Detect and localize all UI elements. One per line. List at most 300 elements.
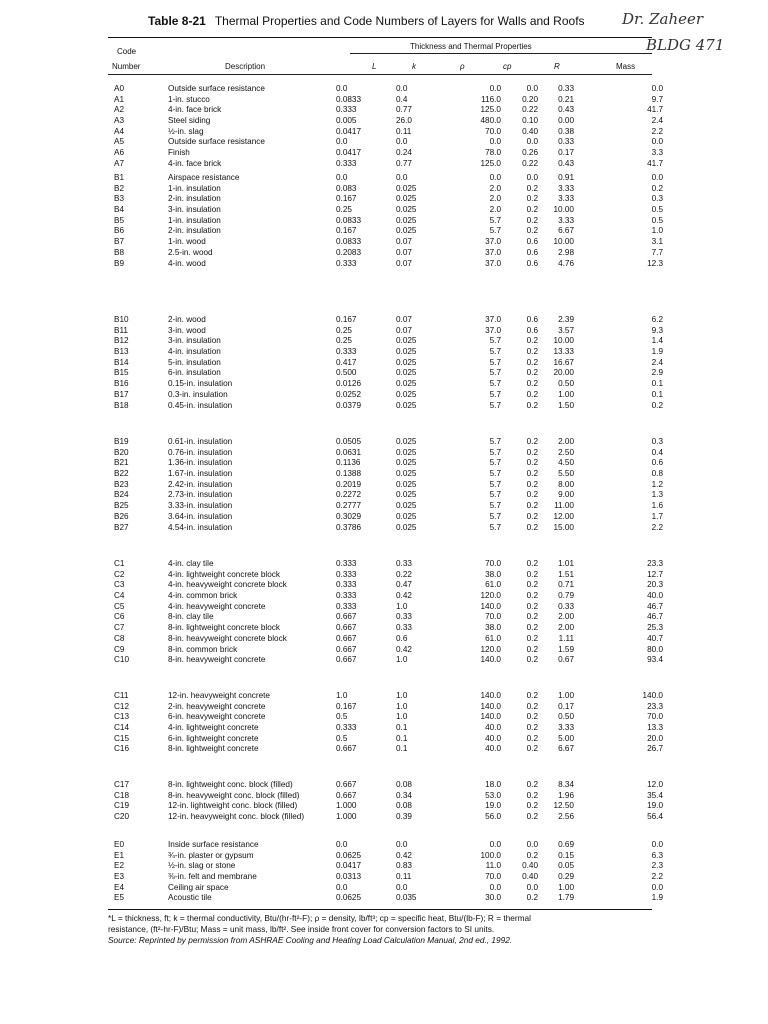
cell-density: 5.7 <box>489 215 501 225</box>
cell-density: 2.0 <box>489 205 501 215</box>
table-group-b1 <box>108 173 668 269</box>
cell-code: C2 <box>114 569 125 579</box>
cell-thickness: 0.667 <box>336 780 357 789</box>
cell-thickness: 0.333 <box>336 601 357 611</box>
cell-code: B6 <box>114 226 125 236</box>
cell-resistance: 5.50 <box>558 469 574 479</box>
cell-density: 116.0 <box>481 94 501 104</box>
header-mass: Mass <box>616 62 636 71</box>
cell-specific-heat: 0.6 <box>526 237 538 247</box>
cell-specific-heat: 0.10 <box>522 116 538 126</box>
cell-thickness: 0.0 <box>336 84 348 93</box>
cell-density: 100.0 <box>480 850 501 860</box>
cell-code: C17 <box>114 780 130 789</box>
cell-density: 2.0 <box>489 183 501 193</box>
handwritten-course: BLDG 471 <box>646 36 725 54</box>
table-row <box>108 861 668 872</box>
cell-mass: 0.0 <box>651 840 663 849</box>
table-row <box>108 780 668 791</box>
table-row <box>108 490 668 501</box>
cell-resistance: 1.00 <box>558 389 574 399</box>
cell-code: B4 <box>114 205 125 215</box>
cell-description: ½-in. slag or stone <box>168 861 236 871</box>
table-row <box>108 893 668 904</box>
cell-thickness: 0.667 <box>336 655 357 665</box>
table-row <box>108 205 668 216</box>
cell-specific-heat: 0.2 <box>526 501 538 511</box>
cell-description: 8-in. lightweight concrete <box>168 744 259 754</box>
cell-density: 40.0 <box>485 733 501 743</box>
header-description: Description <box>225 62 266 71</box>
cell-mass: 46.7 <box>647 612 663 622</box>
cell-specific-heat: 0.40 <box>522 861 538 871</box>
cell-mass: 0.3 <box>651 437 663 446</box>
cell-mass: 0.0 <box>651 84 663 93</box>
cell-description: 1.67-in. insulation <box>168 469 233 479</box>
table-row <box>108 623 668 634</box>
cell-description: 4-in. face brick <box>168 105 222 115</box>
cell-conductivity: 26.0 <box>396 116 412 126</box>
cell-code: C16 <box>114 744 130 754</box>
table-row <box>108 159 668 170</box>
cell-thickness: 0.5 <box>336 712 348 722</box>
cell-mass: 0.8 <box>651 469 663 479</box>
cell-resistance: 0.15 <box>558 850 574 860</box>
cell-resistance: 2.39 <box>558 315 574 324</box>
cell-resistance: 20.00 <box>553 368 574 378</box>
header-L: L <box>372 62 377 71</box>
cell-thickness: 0.667 <box>336 633 357 643</box>
cell-resistance: 0.00 <box>558 116 574 126</box>
cell-mass: 12.3 <box>647 258 663 268</box>
cell-specific-heat: 0.20 <box>522 94 538 104</box>
cell-description: 5-in. insulation <box>168 357 221 367</box>
cell-conductivity: 0.025 <box>396 347 417 357</box>
cell-description: 4.54-in. insulation <box>168 522 233 532</box>
cell-conductivity: 0.1 <box>396 733 408 743</box>
cell-resistance: 1.96 <box>558 790 574 800</box>
cell-density: 18.0 <box>485 780 501 789</box>
cell-conductivity: 0.025 <box>396 447 417 457</box>
cell-thickness: 0.0 <box>336 173 348 182</box>
cell-conductivity: 0.025 <box>396 205 417 215</box>
cell-specific-heat: 0.2 <box>526 801 538 811</box>
cell-mass: 1.7 <box>651 511 663 521</box>
cell-mass: 1.9 <box>651 347 663 357</box>
cell-density: 480.0 <box>480 116 501 126</box>
cell-conductivity: 0.83 <box>396 861 412 871</box>
cell-specific-heat: 0.2 <box>526 790 538 800</box>
cell-mass: 6.3 <box>651 850 663 860</box>
cell-mass: 0.2 <box>651 400 663 410</box>
cell-thickness: 0.0833 <box>336 237 362 247</box>
cell-mass: 35.4 <box>647 790 663 800</box>
table-row <box>108 390 668 401</box>
cell-conductivity: 0.025 <box>396 479 417 489</box>
cell-thickness: 0.3029 <box>336 511 362 521</box>
cell-resistance: 2.50 <box>558 447 574 457</box>
cell-conductivity: 0.42 <box>396 644 412 654</box>
table-row <box>108 458 668 469</box>
cell-specific-heat: 0.40 <box>522 126 538 136</box>
cell-thickness: 0.500 <box>336 368 357 378</box>
cell-description: 4-in. insulation <box>168 347 221 357</box>
cell-mass: 26.7 <box>647 744 663 754</box>
cell-specific-heat: 0.22 <box>522 158 538 168</box>
cell-code: B12 <box>114 336 129 346</box>
cell-thickness: 0.333 <box>336 105 357 115</box>
cell-density: 5.7 <box>489 490 501 500</box>
table-row <box>108 744 668 755</box>
cell-mass: 0.0 <box>651 882 663 892</box>
cell-specific-heat: 0.0 <box>526 84 538 93</box>
cell-thickness: 0.333 <box>336 347 357 357</box>
cell-specific-heat: 0.2 <box>526 655 538 665</box>
cell-thickness: 1.000 <box>336 812 357 822</box>
cell-code: C5 <box>114 601 125 611</box>
cell-description: 1-in. stucco <box>168 94 210 104</box>
cell-mass: 41.7 <box>647 158 663 168</box>
cell-description: Airspace resistance <box>168 173 240 182</box>
table-row <box>108 248 668 259</box>
cell-resistance: 0.29 <box>558 872 574 882</box>
table-row <box>108 712 668 723</box>
footnote <box>108 913 668 946</box>
cell-specific-heat: 0.2 <box>526 226 538 236</box>
cell-code: A4 <box>114 126 125 136</box>
table-row <box>108 237 668 248</box>
cell-resistance: 3.33 <box>558 215 574 225</box>
cell-specific-heat: 0.2 <box>526 183 538 193</box>
cell-description: 0.61-in. insulation <box>168 437 233 446</box>
cell-mass: 1.0 <box>651 226 663 236</box>
cell-conductivity: 0.08 <box>396 780 412 789</box>
cell-resistance: 9.00 <box>558 490 574 500</box>
cell-specific-heat: 0.2 <box>526 400 538 410</box>
cell-description: 8-in. common brick <box>168 644 238 654</box>
cell-conductivity: 0.34 <box>396 790 412 800</box>
table-row <box>108 570 668 581</box>
cell-conductivity: 0.47 <box>396 580 412 590</box>
cell-specific-heat: 0.2 <box>526 612 538 622</box>
cell-resistance: 0.38 <box>558 126 574 136</box>
table-row <box>108 655 668 666</box>
cell-thickness: 0.2019 <box>336 479 362 489</box>
header-cp: cp <box>503 62 512 71</box>
cell-thickness: 0.0 <box>336 882 348 892</box>
cell-mass: 0.2 <box>651 183 663 193</box>
cell-specific-heat: 0.2 <box>526 701 538 711</box>
cell-code: C13 <box>114 712 130 722</box>
table-row <box>108 840 668 851</box>
cell-specific-heat: 0.2 <box>526 601 538 611</box>
cell-code: C3 <box>114 580 125 590</box>
table-row <box>108 612 668 623</box>
cell-resistance: 1.51 <box>558 569 574 579</box>
cell-code: C19 <box>114 801 130 811</box>
cell-conductivity: 1.0 <box>396 601 408 611</box>
cell-density: 37.0 <box>485 258 501 268</box>
cell-description: ¾-in. plaster or gypsum <box>168 850 254 860</box>
cell-mass: 70.0 <box>647 712 663 722</box>
cell-code: B8 <box>114 247 125 257</box>
cell-density: 5.7 <box>489 501 501 511</box>
table-row <box>108 559 668 570</box>
cell-description: 8-in. heavyweight concrete block <box>168 633 287 643</box>
cell-thickness: 0.2777 <box>336 501 362 511</box>
handwritten-name: Dr. Zaheer <box>622 10 704 28</box>
cell-description: 2.73-in. insulation <box>168 490 233 500</box>
cell-description: 4-in. wood <box>168 258 206 268</box>
cell-description: 2-in. insulation <box>168 226 221 236</box>
cell-thickness: 0.667 <box>336 644 357 654</box>
cell-description: 8-in. lightweight concrete block <box>168 623 280 633</box>
cell-resistance: 3.33 <box>558 183 574 193</box>
cell-density: 0.0 <box>489 84 501 93</box>
cell-thickness: 0.1388 <box>336 469 362 479</box>
cell-thickness: 0.333 <box>336 723 357 733</box>
cell-code: B7 <box>114 237 125 247</box>
cell-code: B22 <box>114 469 129 479</box>
cell-density: 5.7 <box>489 347 501 357</box>
cell-density: 19.0 <box>485 801 501 811</box>
cell-thickness: 0.25 <box>336 205 352 215</box>
cell-density: 70.0 <box>485 612 501 622</box>
cell-mass: 2.9 <box>651 368 663 378</box>
cell-code: C14 <box>114 723 130 733</box>
cell-resistance: 0.91 <box>558 173 574 182</box>
table-row <box>108 591 668 602</box>
cell-thickness: 0.1136 <box>336 458 361 468</box>
cell-density: 37.0 <box>485 247 501 257</box>
cell-resistance: 1.11 <box>558 633 574 643</box>
cell-specific-heat: 0.2 <box>526 712 538 722</box>
cell-conductivity: 0.77 <box>396 158 412 168</box>
cell-thickness: 0.0 <box>336 840 348 849</box>
cell-conductivity: 0.07 <box>396 315 412 324</box>
cell-code: B21 <box>114 458 129 468</box>
cell-code: B14 <box>114 357 129 367</box>
cell-density: 5.7 <box>489 447 501 457</box>
cell-mass: 9.7 <box>651 94 663 104</box>
cell-thickness: 0.0313 <box>336 872 362 882</box>
header-k: k <box>412 62 416 71</box>
cell-conductivity: 0.39 <box>396 812 412 822</box>
cell-resistance: 0.17 <box>558 148 574 158</box>
cell-code: E0 <box>114 840 125 849</box>
table-row <box>108 127 668 138</box>
cell-specific-heat: 0.22 <box>522 105 538 115</box>
cell-density: 5.7 <box>489 368 501 378</box>
table-title <box>148 14 585 29</box>
cell-conductivity: 0.025 <box>396 400 417 410</box>
cell-code: B16 <box>114 379 129 389</box>
cell-thickness: 0.167 <box>336 226 357 236</box>
cell-specific-heat: 0.6 <box>526 247 538 257</box>
cell-code: E4 <box>114 882 125 892</box>
footnote-line-1: *L = thickness, ft; k = thermal conductivity, Btu/(hr-ft²-F); ρ = density, lb/ft³; cp = specific heat, Btu/(lb-F); R = thermal <box>108 913 532 923</box>
cell-description: Steel siding <box>168 116 211 126</box>
cell-density: 53.0 <box>485 790 501 800</box>
cell-specific-heat: 0.2 <box>526 723 538 733</box>
cell-thickness: 1.000 <box>336 801 357 811</box>
cell-description: Inside surface resistance <box>168 840 259 849</box>
cell-code: B17 <box>114 389 129 399</box>
cell-density: 140.0 <box>480 655 501 665</box>
cell-thickness: 0.333 <box>336 258 357 268</box>
cell-description: 0.3-in. insulation <box>168 389 228 399</box>
cell-code: B3 <box>114 194 125 204</box>
cell-resistance: 12.50 <box>553 801 574 811</box>
cell-density: 140.0 <box>480 691 501 700</box>
cell-specific-heat: 0.0 <box>526 173 538 182</box>
cell-resistance: 1.59 <box>558 644 574 654</box>
cell-mass: 40.7 <box>647 633 663 643</box>
cell-description: 1-in. insulation <box>168 215 221 225</box>
cell-description: Ceiling air space <box>168 882 229 892</box>
cell-specific-heat: 0.2 <box>526 379 538 389</box>
cell-density: 0.0 <box>489 137 501 147</box>
cell-conductivity: 0.11 <box>396 872 412 882</box>
cell-thickness: 0.0379 <box>336 400 362 410</box>
cell-conductivity: 1.0 <box>396 655 408 665</box>
cell-resistance: 3.33 <box>558 194 574 204</box>
cell-mass: 7.7 <box>651 247 663 257</box>
cell-conductivity: 0.6 <box>396 633 408 643</box>
cell-specific-heat: 0.40 <box>522 872 538 882</box>
cell-density: 30.0 <box>485 893 501 903</box>
cell-resistance: 8.34 <box>558 780 574 789</box>
cell-density: 61.0 <box>485 580 501 590</box>
cell-conductivity: 0.025 <box>396 183 417 193</box>
cell-specific-heat: 0.2 <box>526 580 538 590</box>
cell-mass: 1.9 <box>651 893 663 903</box>
cell-specific-heat: 0.2 <box>526 633 538 643</box>
cell-mass: 1.2 <box>651 479 663 489</box>
cell-mass: 40.0 <box>647 591 663 601</box>
cell-description: 1-in. wood <box>168 237 206 247</box>
cell-conductivity: 0.0 <box>396 173 408 182</box>
table-row <box>108 883 668 894</box>
cell-density: 0.0 <box>489 882 501 892</box>
cell-mass: 80.0 <box>647 644 663 654</box>
cell-mass: 0.3 <box>651 194 663 204</box>
cell-mass: 46.7 <box>647 601 663 611</box>
table-row <box>108 194 668 205</box>
table-row <box>108 347 668 358</box>
cell-code: C7 <box>114 623 125 633</box>
table-row <box>108 216 668 227</box>
cell-mass: 23.3 <box>647 559 663 568</box>
cell-resistance: 0.33 <box>558 601 574 611</box>
cell-resistance: 4.76 <box>558 258 574 268</box>
cell-description: 8-in. heavyweight conc. block (filled) <box>168 790 300 800</box>
cell-description: 4-in. lightweight concrete block <box>168 569 280 579</box>
table-row <box>108 336 668 347</box>
cell-thickness: 0.083 <box>336 183 357 193</box>
cell-density: 5.7 <box>489 400 501 410</box>
cell-thickness: 0.667 <box>336 612 357 622</box>
cell-thickness: 0.0417 <box>336 148 362 158</box>
table-row <box>108 501 668 512</box>
cell-density: 5.7 <box>489 357 501 367</box>
cell-description: Finish <box>168 148 190 158</box>
cell-thickness: 0.2083 <box>336 247 362 257</box>
cell-conductivity: 0.025 <box>396 490 417 500</box>
table-row <box>108 226 668 237</box>
cell-resistance: 1.00 <box>558 882 574 892</box>
table-row <box>108 137 668 148</box>
cell-density: 40.0 <box>485 723 501 733</box>
cell-code: A6 <box>114 148 125 158</box>
cell-density: 70.0 <box>485 559 501 568</box>
table-row <box>108 401 668 412</box>
cell-conductivity: 0.4 <box>396 94 408 104</box>
cell-conductivity: 0.0 <box>396 84 408 93</box>
table-row <box>108 851 668 862</box>
table-row <box>108 358 668 369</box>
cell-conductivity: 0.08 <box>396 801 412 811</box>
table-group-c1 <box>108 559 668 666</box>
cell-density: 5.7 <box>489 336 501 346</box>
cell-description: 3-in. insulation <box>168 336 221 346</box>
cell-resistance: 0.33 <box>558 84 574 93</box>
cell-resistance: 1.50 <box>558 400 574 410</box>
cell-description: 2.42-in. insulation <box>168 479 233 489</box>
cell-description: 4-in. clay tile <box>168 559 214 568</box>
cell-density: 56.0 <box>485 812 501 822</box>
cell-description: 12-in. heavyweight conc. block (filled) <box>168 812 305 822</box>
table-caption: Thermal Properties and Code Numbers of Layers for Walls and Roofs <box>214 14 585 28</box>
cell-thickness: 0.667 <box>336 744 357 754</box>
cell-specific-heat: 0.2 <box>526 437 538 446</box>
header-R: R <box>554 62 560 71</box>
cell-description: Outside surface resistance <box>168 137 265 147</box>
cell-description: 8-in. heavyweight concrete <box>168 655 266 665</box>
cell-mass: 93.4 <box>647 655 663 665</box>
cell-code: B10 <box>114 315 129 324</box>
cell-description: 0.45-in. insulation <box>168 400 233 410</box>
cell-code: B20 <box>114 447 129 457</box>
cell-conductivity: 0.025 <box>396 215 417 225</box>
cell-specific-heat: 0.2 <box>526 347 538 357</box>
cell-code: B13 <box>114 347 129 357</box>
cell-density: 40.0 <box>485 744 501 754</box>
cell-code: B26 <box>114 511 129 521</box>
footnote-source: Source: Reprinted by permission from ASHRAE Cooling and Heating Load Calculation Manual, 2nd ed., 1992. <box>108 935 513 945</box>
cell-conductivity: 0.42 <box>396 850 412 860</box>
cell-density: 0.0 <box>489 840 501 849</box>
cell-mass: 20.0 <box>647 733 663 743</box>
cell-specific-heat: 0.2 <box>526 691 538 700</box>
cell-description: 2.5-in. wood <box>168 247 213 257</box>
cell-specific-heat: 0.26 <box>522 148 538 158</box>
cell-code: C6 <box>114 612 125 622</box>
cell-specific-heat: 0.6 <box>526 325 538 335</box>
cell-conductivity: 0.07 <box>396 258 412 268</box>
cell-specific-heat: 0.0 <box>526 882 538 892</box>
cell-conductivity: 0.025 <box>396 194 417 204</box>
cell-resistance: 0.79 <box>558 591 574 601</box>
cell-specific-heat: 0.2 <box>526 490 538 500</box>
cell-code: C20 <box>114 812 130 822</box>
cell-conductivity: 0.025 <box>396 357 417 367</box>
cell-code: E5 <box>114 893 125 903</box>
cell-density: 5.7 <box>489 469 501 479</box>
cell-code: E2 <box>114 861 125 871</box>
cell-code: A0 <box>114 84 125 93</box>
table-row <box>108 315 668 326</box>
